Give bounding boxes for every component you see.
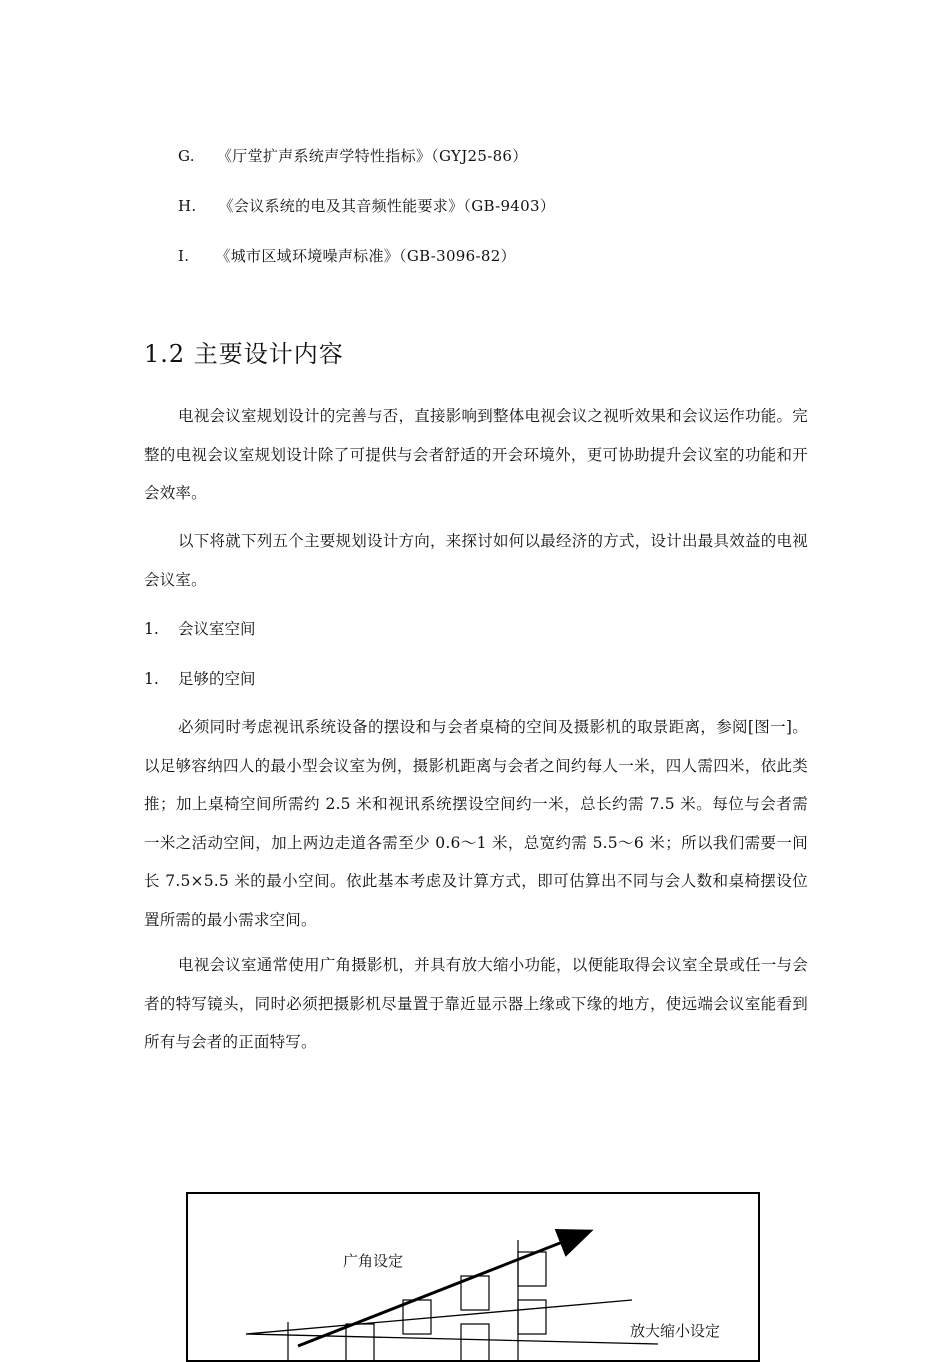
- reference-marker: G.: [178, 147, 195, 165]
- reference-text: 《会议系统的电及其音频性能要求》（GB-9403）: [218, 197, 556, 215]
- seat-box: [461, 1324, 489, 1362]
- reference-text: 《厅堂扩声系统声学特性指标》（GYJ25-86）: [216, 147, 528, 165]
- list-text: 足够的空间: [178, 670, 256, 688]
- paragraph-intro: 电视会议室规划设计的完善与否，直接影响到整体电视会议之视听效果和会议运作功能。完整的电视会议室规划设计除了可提供与会者舒适的开会环境外，更可协助提升会议室的功能和开会效率。: [144, 407, 808, 502]
- section-heading: 1.2 主要设计内容: [144, 340, 344, 368]
- reference-item-g: [178, 146, 528, 166]
- reference-marker: I.: [178, 247, 190, 265]
- seat-box: [403, 1300, 431, 1334]
- list-item-enough-space: [144, 668, 256, 690]
- camera-diagram-svg: [188, 1194, 760, 1362]
- list-text: 会议室空间: [178, 620, 256, 638]
- seat-box: [346, 1324, 374, 1362]
- reference-item-i: [178, 246, 516, 266]
- list-number: 1.: [144, 670, 159, 688]
- paragraph-space-requirements: 必须同时考虑视讯系统设备的摆设和与会者桌椅的空间及摄影机的取景距离，参阅[图一]。以足够容纳四人的最小型会议室为例，摄影机距离与会者之间约每人一米，四人需四米，依此类推；加上桌椅空间所需约 2.5 米和视讯系统摆设空间约一米，总长约需 7.5 米。每位与会者需一米之活动空间，加上两边走道各需至少 0.6～1 米，总宽约需 5.5～6 米；所以我们需要一间长 7.5×5.5 米的最小空间。依此基本考虑及计算方式，即可估算出不同与会人数和桌椅摆设位置所需的最小需求空间。: [144, 718, 808, 929]
- list-number: 1.: [144, 620, 159, 638]
- paragraph-camera: 电视会议室通常使用广角摄影机，并具有放大缩小功能，以便能取得会议室全景或任一与会者的特写镜头，同时必须把摄影机尽量置于靠近显示器上缘或下缘的地方，使远端会议室能看到所有与会者的正面特写。: [144, 956, 808, 1051]
- figure-camera-diagram: [186, 1192, 760, 1362]
- paragraph-directions: 以下将就下列五个主要规划设计方向，来探讨如何以最经济的方式，设计出最具效益的电视会议室。: [144, 532, 808, 589]
- reference-marker: H.: [178, 197, 197, 215]
- zoom-line: [246, 1300, 632, 1334]
- reference-text: 《城市区域环境噪声标准》（GB-3096-82）: [215, 247, 516, 265]
- list-item-room-space: [144, 618, 256, 640]
- label-zoom: 放大缩小设定: [630, 1322, 721, 1340]
- wide-angle-line: [298, 1232, 588, 1346]
- label-wide-angle: 广角设定: [343, 1252, 404, 1270]
- seat-box: [518, 1300, 546, 1334]
- reference-item-h: [178, 196, 555, 216]
